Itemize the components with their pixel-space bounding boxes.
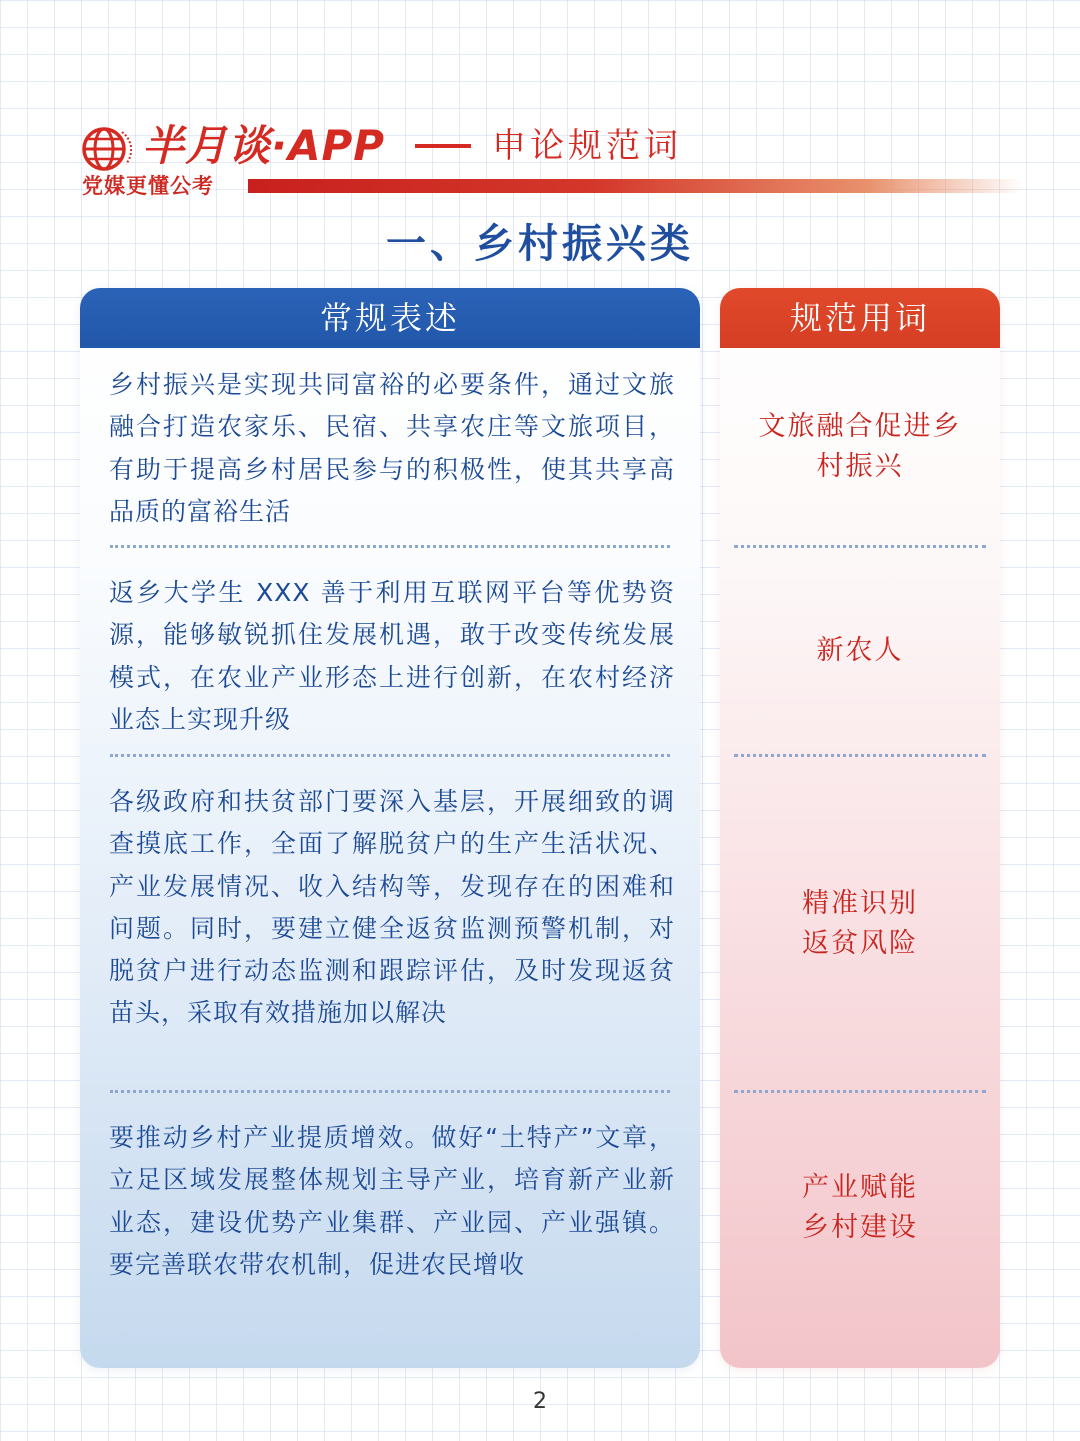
header-gradient-bar [248, 179, 1022, 193]
standard-term-cell [730, 548, 990, 754]
globe-logo-icon [82, 124, 132, 174]
regular-expression-cell: 各级政府和扶贫部门要深入基层，开展细致的调查摸底工作，全面了解脱贫户的生产生活状况、产业发展情况、收入结构等，发现存在的困难和问题。同时，要建立健全返贫监测预警机制，对脱贫户进行动态监测和跟踪评估，及时发现返贫苗头，采取有效措施加以解决 [109, 787, 675, 1028]
standard-term-header: 规范用词 [720, 288, 1000, 348]
header-title: 申论规范词 [492, 126, 682, 166]
standard-term-line: 产业赋能 [802, 1172, 918, 1203]
row-divider [110, 754, 670, 757]
section-title: 一、乡村振兴类 [386, 220, 694, 267]
page-number: 2 [533, 1389, 547, 1414]
standard-term-line: 村振兴 [816, 450, 904, 482]
standard-term-cell [730, 348, 990, 545]
row-divider [110, 545, 670, 548]
standard-term-cell [730, 757, 990, 1090]
standard-term-line: 新农人 [816, 635, 904, 666]
brand-slogan: 党媒更懂公考 [82, 173, 214, 198]
standard-term-column [720, 288, 1000, 1368]
brand-name: 半月谈·APP [142, 121, 386, 170]
regular-expression-header: 常规表述 [80, 288, 700, 348]
standard-term-line: 文旅融合促进乡 [758, 410, 962, 442]
page-header [82, 118, 1022, 198]
row-divider [110, 1090, 670, 1093]
standard-term-line: 乡村建设 [802, 1212, 918, 1243]
standard-term-line: 返贫风险 [802, 927, 918, 959]
regular-expression-cell: 乡村振兴是实现共同富裕的必要条件，通过文旅融合打造农家乐、民宿、共享农庄等文旅项目，有助于提高乡村居民参与的积极性，使其共享高品质的富裕生活 [109, 370, 675, 526]
regular-expression-cell: 返乡大学生 XXX 善于利用互联网平台等优势资源，能够敏锐抓住发展机遇，敢于改变传统发展模式，在农业产业形态上进行创新，在农村经济业态上实现升级 [109, 578, 675, 734]
regular-expression-cell: 要推动乡村产业提质增效。做好“土特产”文章，立足区域发展整体规划主导产业，培育新产业新业态，建设优势产业集群、产业园、产业强镇。要完善联农带农机制，促进农民增收 [109, 1123, 675, 1279]
standard-term-line: 精准识别 [802, 887, 918, 919]
header-dash [415, 144, 471, 148]
regular-expression-column [80, 288, 700, 1368]
standard-term-cell [730, 1093, 990, 1323]
